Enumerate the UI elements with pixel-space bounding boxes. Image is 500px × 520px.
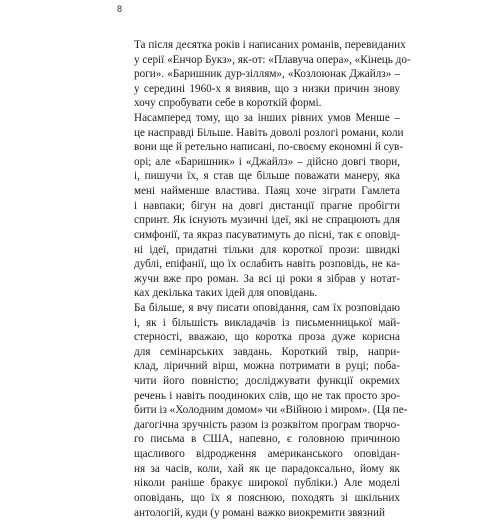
text-line: для семінарських завдань. Короткий твір, напри-: [134, 345, 400, 360]
text-line: клад, ліричний вірш, можна потримати в руці; поба-: [134, 359, 400, 374]
paragraph: [134, 111, 400, 301]
text-line: симфонії, та якраз пасуватимуть до пісні, так є оповід-: [134, 228, 400, 243]
text-line: дублі, епіфанії, що їх ослабить навіть розповідь, не ка-: [134, 257, 400, 272]
text-line: ня за часів, коли, хай як це парадоксально, йому як: [134, 462, 400, 477]
text-line: і, як і більшість викладачів із письменницької май-: [134, 316, 400, 331]
text-line: ках декілька таких ідей для оповідань.: [134, 286, 400, 301]
text-line: вони ще й ретельно написані, по-своєму економні й сув-: [134, 140, 400, 155]
text-line: Насамперед тому, що за інших рівних умов Менше –: [134, 111, 400, 126]
text-line: чити його повністю; досліджувати функції окремих: [134, 374, 400, 389]
text-line: дагогічна зручність разом із розквітом програм творчо-: [134, 418, 400, 433]
text-line: речень і навіть поодиноких слів, що не так просто зро-: [134, 389, 400, 404]
text-line: Та після десятка років і написаних романів, перевиданих: [134, 38, 400, 53]
text-line: ніколи раніше бракує широкої публіки.) Але моделі: [134, 476, 400, 491]
text-line: роги». «Баришник дур-зіллям», «Козлоюнак Джайлз» –: [134, 67, 400, 82]
text-line: го письма в США, напевно, є головною причиною: [134, 432, 400, 447]
text-line: мені найменше властива. Паяц хоче зіграти Гамлета: [134, 184, 400, 199]
text-line: щасливого відродження американського оповідан-: [134, 447, 400, 462]
text-line: і, пишучи їх, я став ще більше поважати манеру, яка: [134, 169, 400, 184]
text-line: оповідань, що їх я пояснюю, походять зі шкільних: [134, 491, 400, 506]
text-line: у серії «Енчор Букз», як-от: «Плавуча опера», «Кінець до-: [134, 53, 400, 68]
page-number: 8: [117, 4, 122, 14]
text-line: орі; але «Баришник» і «Джайлз» – дійсно довгі твори,: [134, 155, 400, 170]
paragraph: [134, 301, 400, 520]
text-line: і навпаки; бігун на довгі дистанції прагне пробігти: [134, 199, 400, 214]
text-line: ні ідеї, придатні тільки для короткої прози: швидкі: [134, 243, 400, 258]
text-line: жучи вже про роман. За всі ці роки я зібрав у нотат-: [134, 272, 400, 287]
paragraph: [134, 38, 400, 111]
text-line: спринт. Як існують музичні ідеї, які не спрацюють для: [134, 213, 400, 228]
text-line: Ба більше, я вчу писати оповідання, сам їх розповідаю: [134, 301, 400, 316]
text-line: це насправді Більше. Навіть доволі розлогі романи, коли: [134, 126, 400, 141]
text-line: стерності, вважаю, що коротка проза дуже корисна: [134, 330, 400, 345]
body-text: [134, 38, 400, 520]
text-line: бити із «Холодним домом» чи «Війною і миром». (Ця пе-: [134, 403, 400, 418]
text-line: антологій, куди (у романі важко виокремити звязний: [134, 506, 400, 520]
text-line: хочу спробувати себе в короткій формі.: [134, 96, 400, 111]
text-line: у середині 1960-х я виявив, що з низки причин знову: [134, 82, 400, 97]
